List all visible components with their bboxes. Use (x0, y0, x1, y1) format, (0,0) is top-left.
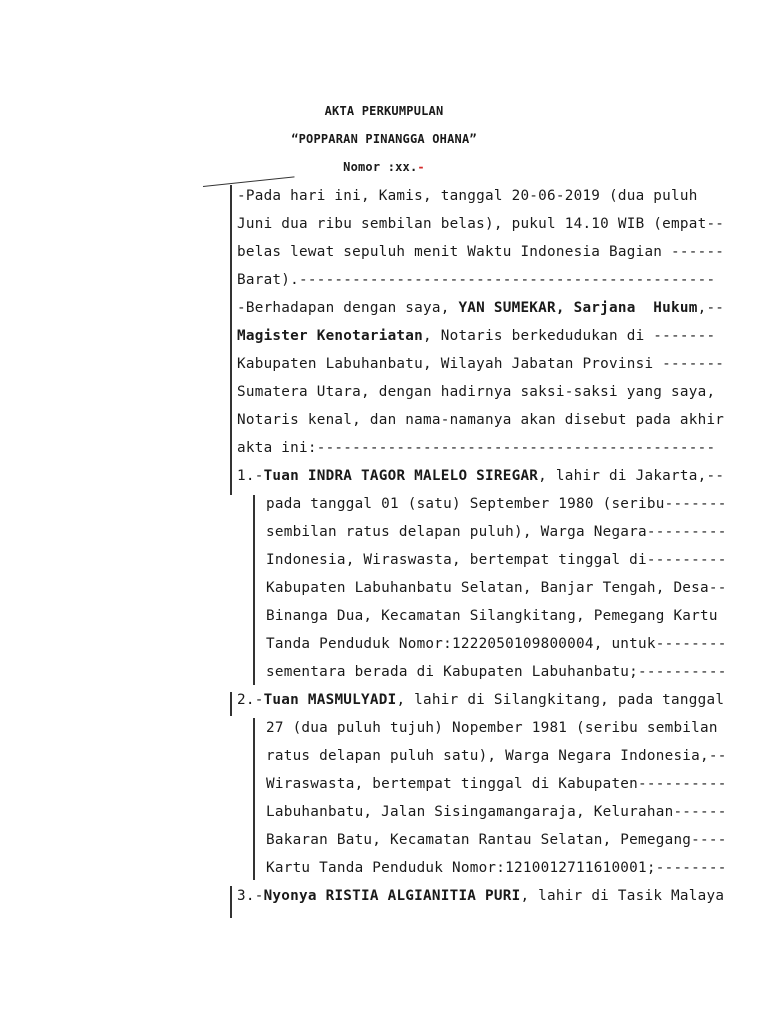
text-line: Kartu Tanda Penduduk Nomor:1210012711610001;-------- (266, 860, 727, 876)
text-run: -Berhadapan dengan saya, (237, 300, 459, 316)
text-run: , lahir di Silangkitang, pada tanggal (396, 692, 725, 708)
text-line: Binanga Dua, Kecamatan Silangkitang, Pemegang Kartu (266, 608, 718, 624)
text-run: 1.- (237, 468, 264, 484)
deed-title: AKTA PERKUMPULAN (324, 104, 444, 118)
text-line: sembilan ratus delapan puluh), Warga Negara--------- (266, 524, 727, 540)
text-line: belas lewat sepuluh menit Waktu Indonesia Bagian ------ (237, 244, 725, 260)
text-line (237, 299, 724, 317)
text-line: Juni dua ribu sembilan belas), pukul 14.10 WIB (empat-- (237, 216, 725, 232)
text-line: Kabupaten Labuhanbatu Selatan, Banjar Tengah, Desa-- (266, 580, 727, 596)
notary-title: Magister Kenotariatan (237, 328, 424, 344)
margin-slash-mark (203, 176, 295, 187)
party-3-heading (237, 887, 724, 905)
text-run: 3.- (237, 888, 264, 904)
text-line: Barat).----------------------------------------------- (237, 272, 716, 288)
association-name: “POPPARAN PINANGGA OHANA” (291, 132, 477, 146)
deed-number-dash: - (417, 160, 425, 174)
margin-rule-item-2-tick (230, 692, 232, 716)
margin-rule-item-2 (253, 718, 255, 880)
text-line: Labuhanbatu, Jalan Sisingamangaraja, Kelurahan------ (266, 804, 727, 820)
party-1-name: Tuan INDRA TAGOR MALELO SIREGAR (263, 468, 539, 484)
text-run: ,-- (697, 300, 725, 316)
text-line: -Pada hari ini, Kamis, tanggal 20-06-2019 (dua puluh (237, 188, 698, 204)
text-line: Tanda Penduduk Nomor:1222050109800004, untuk-------- (266, 636, 727, 652)
party-2-heading (237, 691, 724, 709)
party-3-name: Nyonya RISTIA ALGIANITIA PURI (263, 888, 521, 904)
text-line: Notaris kenal, dan nama-namanya akan disebut pada akhir (237, 412, 725, 428)
deed-number-label: Nomor :xx. (343, 160, 418, 174)
text-line: pada tanggal 01 (satu) September 1980 (seribu------- (266, 496, 727, 512)
notary-name: YAN SUMEKAR, Sarjana Hukum (458, 300, 698, 316)
text-run: 2.- (237, 692, 264, 708)
text-run: , lahir di Tasik Malaya (520, 888, 725, 904)
text-line: Wiraswasta, bertempat tinggal di Kabupaten---------- (266, 776, 727, 792)
text-line: sementara berada di Kabupaten Labuhanbatu;---------- (266, 664, 727, 680)
deed-number (0, 160, 768, 174)
party-1-heading (237, 467, 724, 485)
text-line: Indonesia, Wiraswasta, bertempat tinggal di--------- (266, 552, 727, 568)
text-line: 27 (dua puluh tujuh) Nopember 1981 (seribu sembilan (266, 720, 718, 736)
text-run: , Notaris berkedudukan di ------- (423, 328, 716, 344)
text-line: Bakaran Batu, Kecamatan Rantau Selatan, Pemegang---- (266, 832, 727, 848)
text-line: Sumatera Utara, dengan hadirnya saksi-saksi yang saya, (237, 384, 716, 400)
margin-rule-item-3-tick (230, 886, 232, 918)
margin-rule-item-1 (253, 495, 255, 685)
margin-rule-main (230, 185, 232, 495)
text-run: , lahir di Jakarta,-- (538, 468, 725, 484)
text-line: akta ini:--------------------------------------------- (237, 440, 716, 456)
text-line: Kabupaten Labuhanbatu, Wilayah Jabatan Provinsi ------- (237, 356, 725, 372)
text-line (237, 327, 715, 345)
text-line: ratus delapan puluh satu), Warga Negara Indonesia,-- (266, 748, 727, 764)
party-2-name: Tuan MASMULYADI (263, 692, 397, 708)
